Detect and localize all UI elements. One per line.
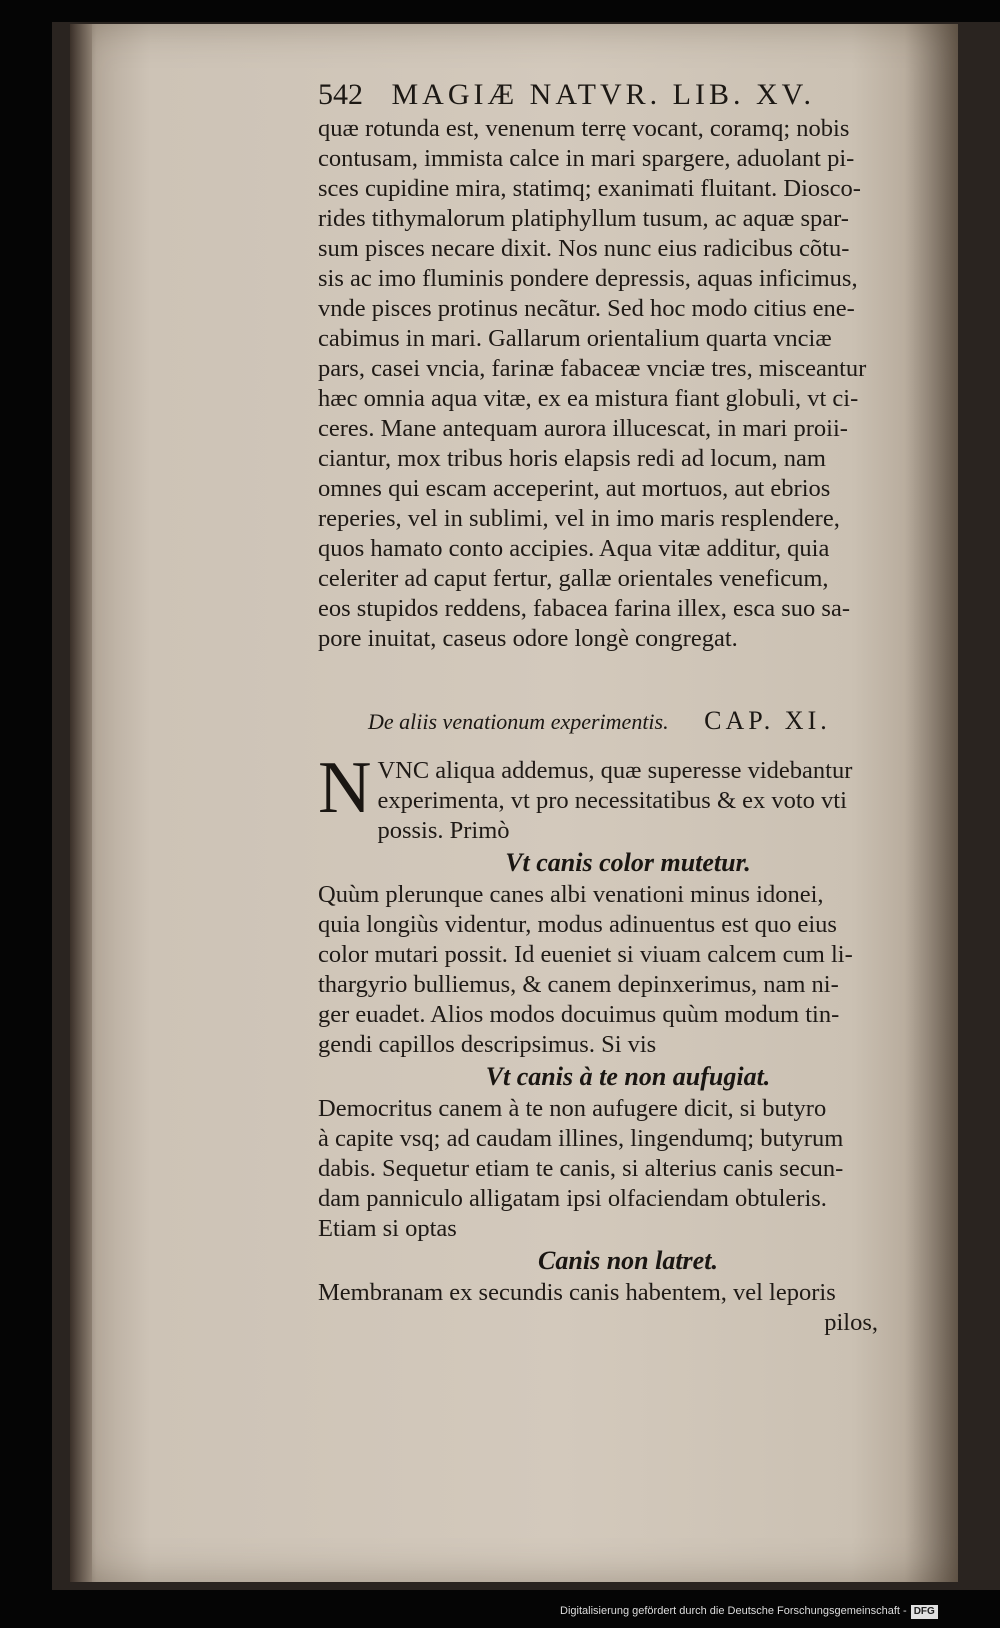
text-line: quæ rotunda est, venenum terrę vocant, coramq; nobis: [318, 115, 850, 142]
text-line: reperies, vel in sublimi, vel in imo maris resplendere,: [318, 505, 840, 532]
paragraph-1: [318, 114, 938, 654]
text-line: omnes qui escam acceperint, aut mortuos, aut ebrios: [318, 475, 831, 502]
text-line: celeriter ad caput fertur, gallæ orientales veneficum,: [318, 565, 829, 592]
text-line: color mutari possit. Id eueniet si viuam calcem cum li-: [318, 941, 853, 968]
text-line: sis ac imo fluminis pondere depressis, aquas inficimus,: [318, 265, 858, 292]
chapter-title: [368, 706, 908, 736]
catchword: pilos,: [824, 1309, 878, 1336]
text-line: quia longiùs videntur, modus adinuentus est quo eius: [318, 911, 837, 938]
text-line: possis. Primò: [377, 817, 510, 844]
text-line: gendi capillos descripsimus. Si vis: [318, 1031, 657, 1058]
section-heading: Vt canis color mutetur.: [505, 848, 751, 877]
text-line: ceres. Mane antequam aurora illucescat, in mari proii-: [318, 415, 848, 442]
chapter-label: CAP. XI.: [704, 706, 831, 735]
text-line: vnde pisces protinus necãtur. Sed hoc modo citius ene-: [318, 295, 855, 322]
text-line: rides tithymalorum platiphyllum tusum, ac aquæ spar-: [318, 205, 849, 232]
text-line: VNC aliqua addemus, quæ superesse videbantur: [377, 757, 853, 784]
page-gutter: [70, 24, 92, 1582]
digitization-credit: [560, 1600, 1000, 1622]
credit-text: Digitalisierung gefördert durch die Deutsche Forschungsgemeinschaft -: [560, 1605, 907, 1617]
text-line: Democritus canem à te non aufugere dicit, si butyro: [318, 1095, 827, 1122]
text-line: quos hamato conto accipies. Aqua vitæ additur, quia: [318, 535, 830, 562]
text-line: dabis. Sequetur etiam te canis, si alterius canis secun-: [318, 1155, 844, 1182]
paragraph-2: [318, 747, 938, 1338]
text-line: ciantur, mox tribus horis elapsis redi ad locum, nam: [318, 445, 826, 472]
dfg-logo: DFG: [911, 1605, 938, 1619]
text-line: à capite vsq; ad caudam illines, lingendumq; butyrum: [318, 1125, 844, 1152]
drop-cap: N: [318, 747, 372, 829]
text-line: experimenta, vt pro necessitatibus & ex voto vti: [377, 787, 847, 814]
running-title: MAGIÆ NATVR. LIB. XV.: [391, 78, 815, 111]
text-line: eos stupidos reddens, fabacea farina illex, esca suo sa-: [318, 595, 850, 622]
text-line: ger euadet. Alios modos docuimus quùm modum tin-: [318, 1001, 840, 1028]
text-line: cabimus in mari. Gallarum orientalium quarta vnciæ: [318, 325, 832, 352]
text-line: sum pisces necare dixit. Nos nunc eius radicibus cõtu-: [318, 235, 850, 262]
text-line: dam panniculo alligatam ipsi olfaciendam obtuleris.: [318, 1185, 827, 1212]
text-line: Etiam si optas: [318, 1215, 457, 1242]
text-line: sces cupidine mira, statimq; exanimati fluitant. Diosco-: [318, 175, 861, 202]
folio-number: 542: [318, 78, 363, 111]
text-line: hæc omnia aqua vitæ, ex ea mistura fiant globuli, vt ci-: [318, 385, 859, 412]
chapter-title-text: De aliis venationum experimentis.: [368, 709, 669, 734]
text-line: thargyrio bulliemus, & canem depinxerimus, nam ni-: [318, 971, 839, 998]
section-heading: Vt canis à te non aufugiat.: [485, 1062, 771, 1091]
text-line: pars, casei vncia, farinæ fabaceæ vnciæ tres, misceantur: [318, 355, 867, 382]
text-line: Quùm plerunque canes albi venationi minus idonei,: [318, 881, 824, 908]
running-head: [318, 78, 858, 112]
text-line: contusam, immista calce in mari spargere, aduolant pi-: [318, 145, 855, 172]
text-line: Membranam ex secundis canis habentem, vel leporis: [318, 1279, 836, 1306]
text-line: pore inuitat, caseus odore longè congregat.: [318, 625, 738, 652]
section-heading: Canis non latret.: [538, 1246, 718, 1275]
